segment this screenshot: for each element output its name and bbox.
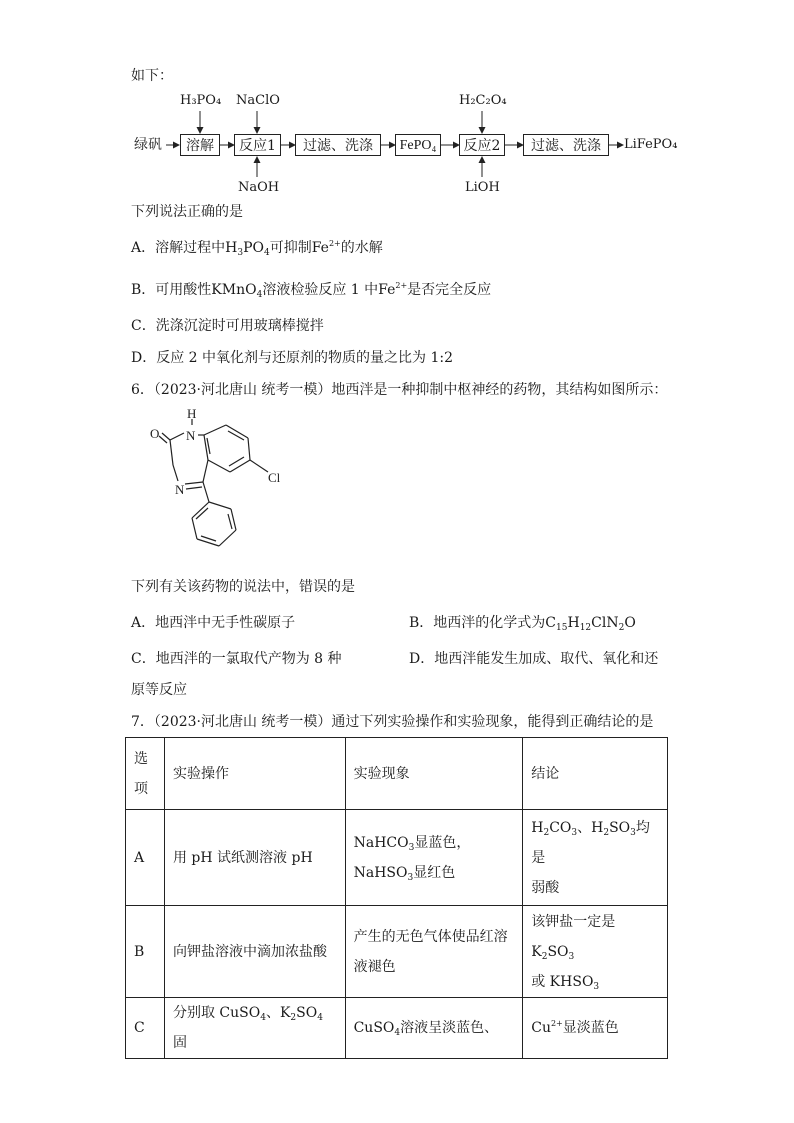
q5-option-c: C．洗涤沉淀时可用玻璃棒搅拌 <box>131 318 324 334</box>
intro-text: 如下： <box>131 68 173 84</box>
flow-arrows <box>0 0 794 210</box>
table-row: B 向钾盐溶液中滴加浓盐酸 产生的无色气体使品红溶 液褪色 该钾盐一定是 $K_2SO_3$ 或 $KHSO_3$ <box>126 906 668 998</box>
q5-stem: 下列说法正确的是 <box>131 204 243 220</box>
flow-box-dissolve: 溶解 <box>180 134 220 156</box>
q6-option-b: B．地西泮的化学式为$C_{15}H_{12}ClN_2O$ <box>409 615 636 633</box>
process-flow-chart <box>0 0 794 210</box>
header-option: 选 项 <box>126 738 165 810</box>
table-row: C 分别取 CuSO$_4$、$K_2SO_4$固 CuSO$_4$溶液呈淡蓝色、 $Cu^{2+}$显淡蓝色 <box>126 998 668 1059</box>
q6-option-d-cont: 原等反应 <box>131 682 187 698</box>
q6-stem: 6．（2023·河北唐山 统考一模）地西泮是一种抑制中枢神经的药物，其结构如图所示： <box>131 382 668 398</box>
flow-box-reaction1: 反应1 <box>234 134 281 156</box>
table-header-row <box>126 738 668 810</box>
atom-n2: N <box>175 482 185 497</box>
flow-start: 绿矾 <box>134 137 162 153</box>
flow-box-filter-wash-1: 过滤、洗涤 <box>295 134 381 156</box>
table-row: A 用 pH 试纸测溶液 pH NaHCO$_3$显蓝色， NaHSO$_3$显红色 $H_2CO_3$、$H_2SO_3$均是 弱酸 <box>126 810 668 906</box>
q6-option-d: D．地西泮能发生加成、取代、氧化和还 <box>409 651 659 667</box>
flow-reagent-h3po4: H₃PO₄ <box>180 93 222 108</box>
header-operation: 实验操作 <box>164 738 345 810</box>
flow-reagent-lioh: LiOH <box>465 180 500 195</box>
atom-h: H <box>187 408 197 421</box>
atom-n1: N <box>186 428 196 443</box>
q6-sub-stem: 下列有关该药物的说法中，错误的是 <box>131 579 355 595</box>
molecule-drawing <box>140 408 300 558</box>
q5-option-a: A．溶解过程中$H_3PO_4$可抑制$Fe^{2+}$的水解 <box>131 239 383 258</box>
atom-o: O <box>150 426 160 441</box>
experiment-table <box>125 737 668 1059</box>
flow-reagent-naoh: NaOH <box>238 180 280 195</box>
header-phenomenon: 实验现象 <box>345 738 523 810</box>
q5-option-b: B．可用酸性KMnO$_4$溶液检验反应 1 中$Fe^{2+}$是否完全反应 <box>131 281 492 300</box>
flow-end: LiFePO₄ <box>624 137 678 152</box>
flow-box-filter-wash-2: 过滤、洗涤 <box>523 134 609 156</box>
flow-reagent-h2c2o4: H₂C₂O₄ <box>459 93 507 108</box>
flow-reagent-naclo: NaClO <box>236 93 280 108</box>
header-conclusion: 结论 <box>523 738 668 810</box>
q7-stem: 7．（2023·河北唐山 统考一模）通过下列实验操作和实验现象，能得到正确结论的是 <box>131 714 654 730</box>
atom-cl: Cl <box>268 470 281 485</box>
q6-option-a: A．地西泮中无手性碳原子 <box>131 615 296 631</box>
q5-option-d: D．反应 2 中氧化剂与还原剂的物质的量之比为 1:2 <box>131 350 454 366</box>
flow-box-reaction2: 反应2 <box>459 134 505 156</box>
q6-option-c: C．地西泮的一氯取代产物为 8 种 <box>131 651 342 667</box>
diazepam-structure <box>140 408 300 558</box>
flow-box-fepo4: FePO₄ <box>395 134 441 156</box>
